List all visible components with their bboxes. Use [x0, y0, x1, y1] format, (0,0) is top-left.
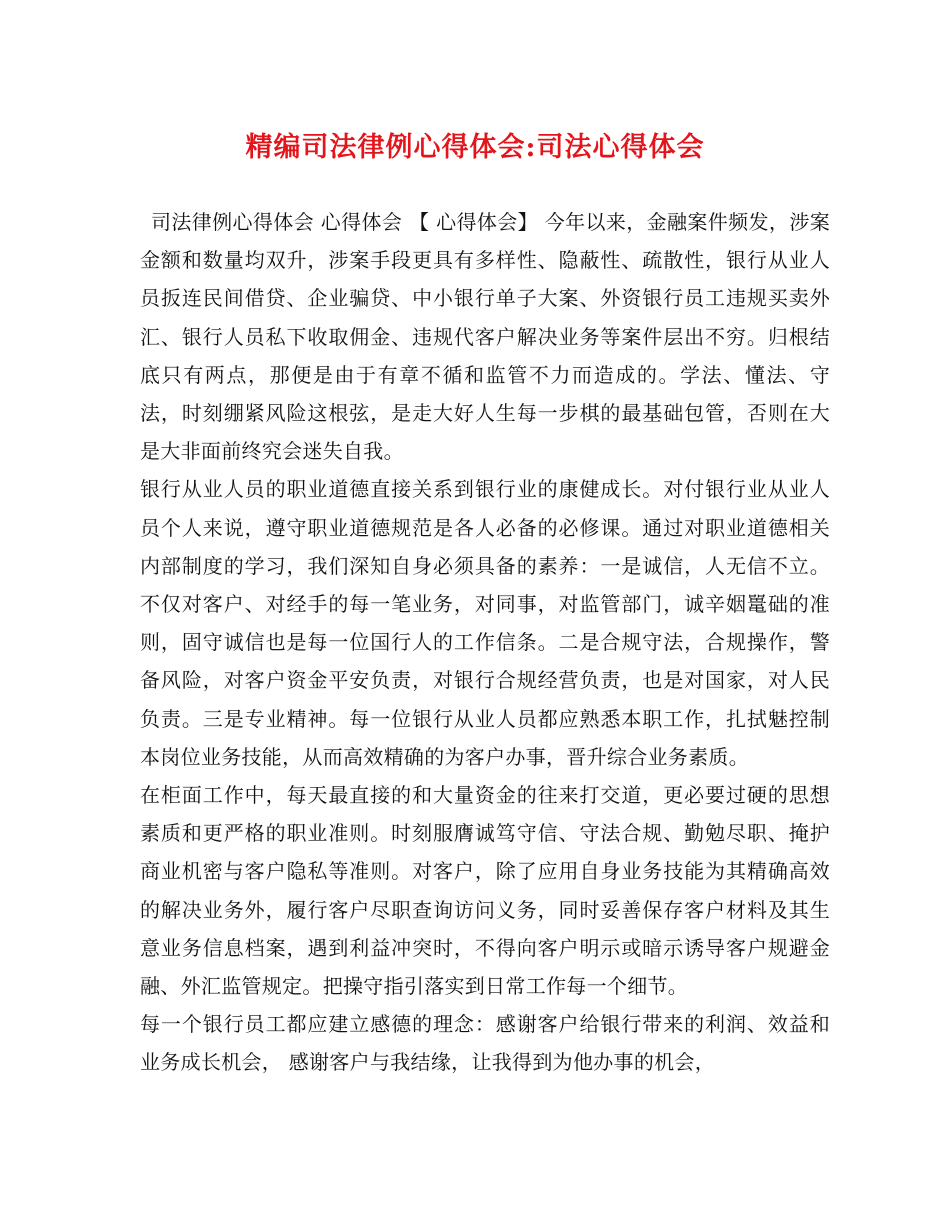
- document-title: 精编司法律例心得体会:司法心得体会: [245, 132, 705, 163]
- paragraph-3: 在柜面工作中，每天最直接的和大量资金的往来打交道，更必要过硬的思想素质和更严格的职业准则。时刻服膺诚笃守信、守法合规、勤勉尽职、掩护商业机密与客户隐私等准则。对客户，除了应用自身业务技能为其精确高效的解决业务外，履行客户尽职查询访问义务，同时妥善保存客户材料及其生意业务信息档案，遇到利益冲突时，不得向客户明示或暗示诱导客户规避金融、外汇监管规定。把操守指引落实到日常工作每一个细节。: [140, 783, 830, 999]
- document-body: [140, 203, 830, 1082]
- paragraph-2: 银行从业人员的职业道德直接关系到银行业的康健成长。对付银行业从业人员个人来说，遵守职业道德规范是各人必备的必修课。通过对职业道德相关内部制度的学习，我们深知自身必须具备的素养：一是诚信，人无信不立。不仅对客户、对经手的每一笔业务，对同事，对监管部门，诚辛姻鼍础的准则，固守诚信也是每一位国行人的工作信条。二是合规守法，合规操作，警备风险，对客户资金平安负责，对银行合规经营负责，也是对国家，对人民负责。三是专业精神。每一位银行从业人员都应熟悉本职工作，扎拭魅控制本岗位业务技能，从而高效精确的为客户办事，晋升综合业务素质。: [140, 477, 830, 769]
- paragraph-1: 司法律例心得体会 心得体会 【 心得体会】 今年以来，金融案件频发，涉案金额和数量均双升，涉案手段更具有多样性、隐蔽性、疏散性，银行从业人员扳连民间借贷、企业骗贷、中小银行单子大案、外资银行员工违规买卖外汇、银行人员私下收取佣金、违规代客户解决业务等案件层出不穷。归根结底只有两点，那便是由于有章不循和监管不力而造成的。学法、懂法、守法，时刻绷紧风险这根弦，是走大好人生每一步棋的最基础包管，否则在大是大非面前终究会迷失自我。: [140, 210, 830, 464]
- paragraph-4: 每一个银行员工都应建立感德的理念：感谢客户给银行带来的利润、效益和业务成长机会， 感谢客户与我结缘，让我得到为他办事的机会，: [140, 1012, 830, 1075]
